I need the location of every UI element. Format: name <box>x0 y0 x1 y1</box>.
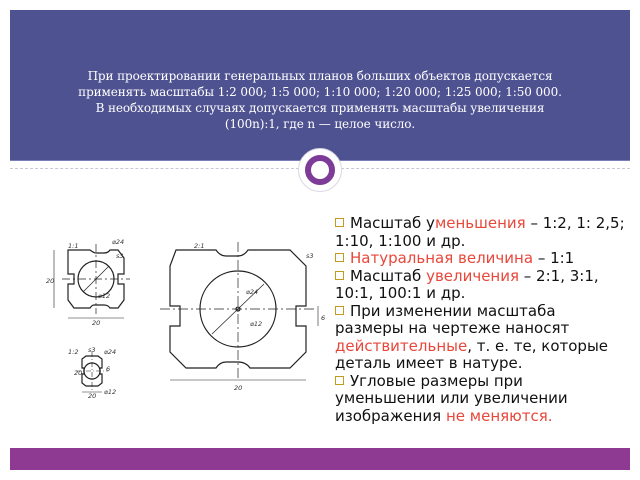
slide-footer <box>10 448 630 470</box>
bullet-text: , т. е. те, которые деталь имеет в натуре. <box>335 336 609 372</box>
bullet-text: – 1:2, 1: 2,5; 1:10, 1:100 и др. <box>335 214 625 250</box>
bullet-text: – 1:1 <box>533 249 575 267</box>
slide <box>10 10 630 470</box>
small-inner-dia-label: ⌀12 <box>98 292 111 300</box>
large-width-label: 20 <box>234 384 243 392</box>
header-text <box>40 68 600 132</box>
small-scale-label: 1:1 <box>68 242 79 250</box>
tiny-height-label: 20 <box>74 369 83 377</box>
bullet-list <box>335 215 627 425</box>
small-height-label: 20 <box>46 277 55 285</box>
bullet-item <box>335 215 627 250</box>
header-line: В необходимых случаях допускается применять масштабы увеличения <box>95 101 545 115</box>
circle-ring <box>305 155 335 185</box>
bullet-highlight: меньшения <box>434 214 526 232</box>
bullet-square-icon <box>335 218 344 227</box>
bullet-item <box>335 373 627 426</box>
tiny-inner-dia-label: ⌀12 <box>104 388 117 396</box>
bullet-text: Масштаб у <box>350 214 435 232</box>
bullet-item <box>335 268 627 303</box>
bullet-text: При изменении масштаба размеры на чертеже наносят <box>335 301 570 337</box>
small-width-label: 20 <box>92 319 101 327</box>
small-s-label: s3 <box>116 252 124 260</box>
large-inner-dia-label: ⌀12 <box>250 320 263 328</box>
bullet-square-icon <box>335 376 344 385</box>
tiny-slot-label: 6 <box>106 365 111 373</box>
header-line: При проектировании генеральных планов больших объектов допускается <box>87 69 553 83</box>
tiny-dia-label: ⌀24 <box>104 348 117 356</box>
header-line: применять масштабы 1:2 000; 1:5 000; 1:10 000; 1:20 000; 1:25 000; 1:50 000. <box>78 85 562 99</box>
bullet-highlight: не меняются. <box>445 406 553 425</box>
part-scale-2-1 <box>160 242 318 380</box>
technical-drawing <box>38 228 338 398</box>
tiny-scale-label: 1:2 <box>68 348 79 356</box>
bullet-item <box>335 250 627 268</box>
tiny-width-label: 20 <box>88 392 97 398</box>
bullet-highlight: увеличения <box>426 266 520 285</box>
large-scale-label: 2:1 <box>194 242 205 250</box>
decorative-circle-icon <box>298 148 342 192</box>
bullet-text: – 2:1, 3:1, 10:1, 100:1 и др. <box>335 266 599 302</box>
large-s-label: s3 <box>306 252 314 260</box>
bullet-highlight: действительные <box>335 336 468 355</box>
bullet-text: Масштаб <box>350 266 427 285</box>
large-slot-label: 6 <box>321 314 326 322</box>
tiny-s-label: s3 <box>88 346 96 354</box>
bullet-square-icon <box>335 306 344 315</box>
bullet-item <box>335 303 627 373</box>
bullet-text: Угловые размеры при уменьшении или увеличении изображения <box>335 371 568 425</box>
header-line: (100n):1, где n — целое число. <box>224 117 416 131</box>
small-dia-label: ⌀24 <box>112 238 125 246</box>
bullet-square-icon <box>335 253 344 262</box>
bullet-square-icon <box>335 271 344 280</box>
bullet-highlight: Натуральная величина <box>350 249 534 267</box>
large-dia-label: ⌀24 <box>246 288 259 296</box>
